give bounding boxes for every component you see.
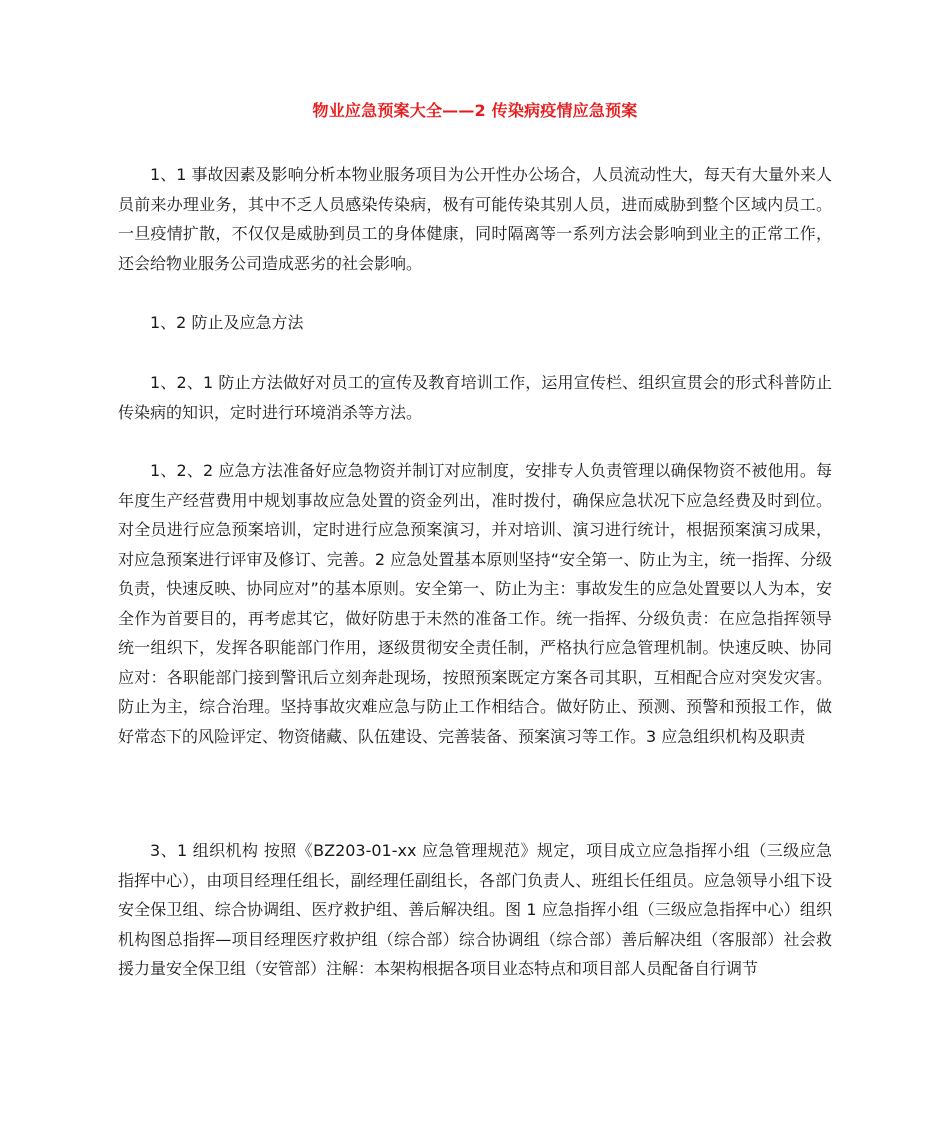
paragraph-emergency-methods: 1、2、2 应急方法准备好应急物资并制订对应制度，安排专人负责管理以确保物资不被他用。每年度生产经营费用中规划事故应急处置的资金列出，准时拨付，确保应急状况下应急经费及时到位。对全员进行应急预案培训，定时进行应急预案演习，并对培训、演习进行统计，根据预案演习成果，对应急预案进行评审及修订、完善。2 应急处置基本原则坚持“安全第一、防止为主，统一指挥、分级负责，快速反映、协同应对”的基本原则。安全第一、防止为主：事故发生的应急处置要以人为本，安全作为首要目的，再考虑其它，做好防患于未然的准备工作。统一指挥、分级负责：在应急指挥领导统一组织下，发挥各职能部门作用，逐级贯彻安全责任制，严格执行应急管理机制。快速反映、协同应对：各职能部门接到警讯后立刻奔赴现场，按照预案既定方案各司其职，互相配合应对突发灾害。防止为主，综合治理。坚持事故灾难应急与防止工作相结合。做好防止、预测、预警和预报工作，做好常态下的风险评定、物资储藏、队伍建设、完善装备、预案演习等工作。3 应急组织机构及职责 bbox=[118, 461, 832, 746]
paragraph-organization: 3、1 组织机构 按照《BZ203-01-xx 应急管理规范》规定，项目成立应急指挥小组（三级应急指挥中心），由项目经理任组长，副经理任副组长，各部门负责人、班组长任组员。应急领导小组下设安全保卫组、综合协调组、医疗救护组、善后解决组。图 1 应急指挥小组（三级应急指挥中心）组织机构图总指挥—项目经理医疗救护组（综合部）综合协调组（综合部）善后解决组（客服部）社会救援力量安全保卫组（安管部）注解：本架构根据各项目业态特点和项目部人员配备自行调节 bbox=[118, 841, 832, 978]
paragraph-prevention-methods: 1、2、1 防止方法做好对员工的宣传及教育培训工作，运用宣传栏、组织宣贯会的形式科普防止传染病的知识，定时进行环境消杀等方法。 bbox=[118, 373, 832, 422]
paragraph-prevention-heading: 1、2 防止及应急方法 bbox=[150, 313, 304, 332]
document-title: 物业应急预案大全——2 传染病疫情应急预案 bbox=[312, 101, 638, 120]
paragraph-risk-analysis: 1、1 事故因素及影响分析本物业服务项目为公开性办公场合，人员流动性大，每天有大量外来人员前来办理业务，其中不乏人员感染传染病，极有可能传染其别人员，进而威胁到整个区域内员工。一旦疫情扩散，不仅仅是威胁到员工的身体健康，同时隔离等一系列方法会影响到业主的正常工作，还会给物业服务公司造成恶劣的社会影响。 bbox=[118, 165, 832, 273]
